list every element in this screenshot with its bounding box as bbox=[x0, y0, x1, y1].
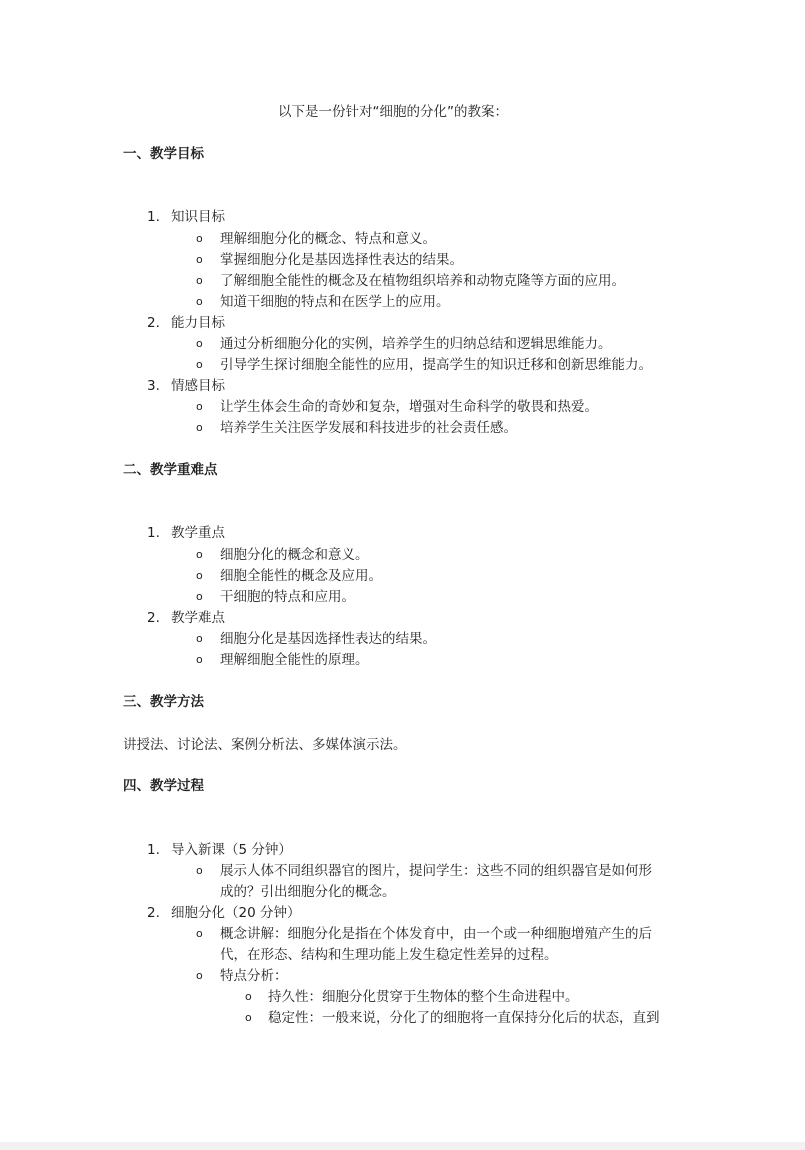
bullet-marker: o bbox=[196, 232, 203, 245]
bullet-marker: o bbox=[196, 969, 203, 982]
intro-line: 以下是一份针对“细胞的分化”的教案： bbox=[278, 104, 508, 120]
list-number: 1. bbox=[147, 842, 160, 858]
list-number: 1. bbox=[147, 525, 160, 541]
list-number: 2. bbox=[147, 315, 160, 331]
bullet-marker: o bbox=[196, 590, 203, 603]
bullet-marker: o bbox=[196, 421, 203, 434]
list-item-label: 能力目标 bbox=[171, 315, 225, 331]
bullet-text: 理解细胞分化的概念、特点和意义。 bbox=[220, 231, 436, 247]
bullet-text: 了解细胞全能性的概念及在植物组织培养和动物克隆等方面的应用。 bbox=[220, 273, 625, 289]
bullet-marker: o bbox=[196, 337, 203, 350]
methods-paragraph: 讲授法、讨论法、案例分析法、多媒体演示法。 bbox=[123, 737, 407, 753]
bullet-text: 细胞分化是基因选择性表达的结果。 bbox=[220, 631, 436, 647]
bullet-marker: o bbox=[196, 274, 203, 287]
bullet-text: 培养学生关注医学发展和科技进步的社会责任感。 bbox=[220, 420, 517, 436]
section-heading-key-points: 二、教学重难点 bbox=[123, 462, 218, 478]
bullet-text: 知道干细胞的特点和在医学上的应用。 bbox=[220, 294, 450, 310]
list-item-label: 教学难点 bbox=[171, 610, 225, 626]
bullet-text: 让学生体会生命的奇妙和复杂，增强对生命科学的敬畏和热爱。 bbox=[220, 399, 598, 415]
bullet-marker: o bbox=[196, 295, 203, 308]
list-number: 3. bbox=[147, 378, 160, 394]
sub-bullet-marker: o bbox=[245, 990, 252, 1003]
bullet-marker: o bbox=[196, 253, 203, 266]
sub-bullet-marker: o bbox=[245, 1011, 252, 1024]
bullet-marker: o bbox=[196, 864, 203, 877]
bullet-text: 掌握细胞分化是基因选择性表达的结果。 bbox=[220, 252, 463, 268]
list-item-label: 知识目标 bbox=[171, 209, 225, 225]
bullet-marker: o bbox=[196, 569, 203, 582]
bullet-text-continued: 代，在形态、结构和生理功能上发生稳定性差异的过程。 bbox=[220, 947, 558, 963]
sub-bullet-text: 稳定性：一般来说，分化了的细胞将一直保持分化后的状态，直到 bbox=[268, 1010, 660, 1026]
bullet-text: 干细胞的特点和应用。 bbox=[220, 589, 355, 605]
bullet-text: 概念讲解：细胞分化是指在个体发育中，由一个或一种细胞增殖产生的后 bbox=[220, 926, 652, 942]
bullet-marker: o bbox=[196, 927, 203, 940]
bullet-text: 细胞全能性的概念及应用。 bbox=[220, 568, 382, 584]
sub-bullet-text: 持久性：细胞分化贯穿于生物体的整个生命进程中。 bbox=[268, 989, 579, 1005]
bullet-marker: o bbox=[196, 548, 203, 561]
bullet-text: 特点分析： bbox=[220, 968, 288, 984]
list-item-label: 导入新课（5 分钟） bbox=[171, 842, 292, 858]
section-heading-methods: 三、教学方法 bbox=[123, 694, 204, 710]
list-number: 1. bbox=[147, 209, 160, 225]
list-item-label: 情感目标 bbox=[171, 378, 225, 394]
section-heading-process: 四、教学过程 bbox=[123, 778, 204, 794]
bullet-text: 细胞分化的概念和意义。 bbox=[220, 547, 369, 563]
bullet-text: 展示人体不同组织器官的图片，提问学生：这些不同的组织器官是如何形 bbox=[220, 863, 652, 879]
bullet-marker: o bbox=[196, 632, 203, 645]
list-item-label: 教学重点 bbox=[171, 525, 225, 541]
list-number: 2. bbox=[147, 610, 160, 626]
list-item-label: 细胞分化（20 分钟） bbox=[171, 905, 301, 921]
bullet-text: 通过分析细胞分化的实例，培养学生的归纳总结和逻辑思维能力。 bbox=[220, 336, 612, 352]
bullet-text-continued: 成的？引出细胞分化的概念。 bbox=[220, 884, 396, 900]
section-heading-objectives: 一、教学目标 bbox=[123, 146, 204, 162]
bullet-text: 理解细胞全能性的原理。 bbox=[220, 652, 369, 668]
list-number: 2. bbox=[147, 905, 160, 921]
bullet-marker: o bbox=[196, 653, 203, 666]
bullet-marker: o bbox=[196, 400, 203, 413]
bullet-marker: o bbox=[196, 358, 203, 371]
bullet-text: 引导学生探讨细胞全能性的应用，提高学生的知识迁移和创新思维能力。 bbox=[220, 357, 652, 373]
